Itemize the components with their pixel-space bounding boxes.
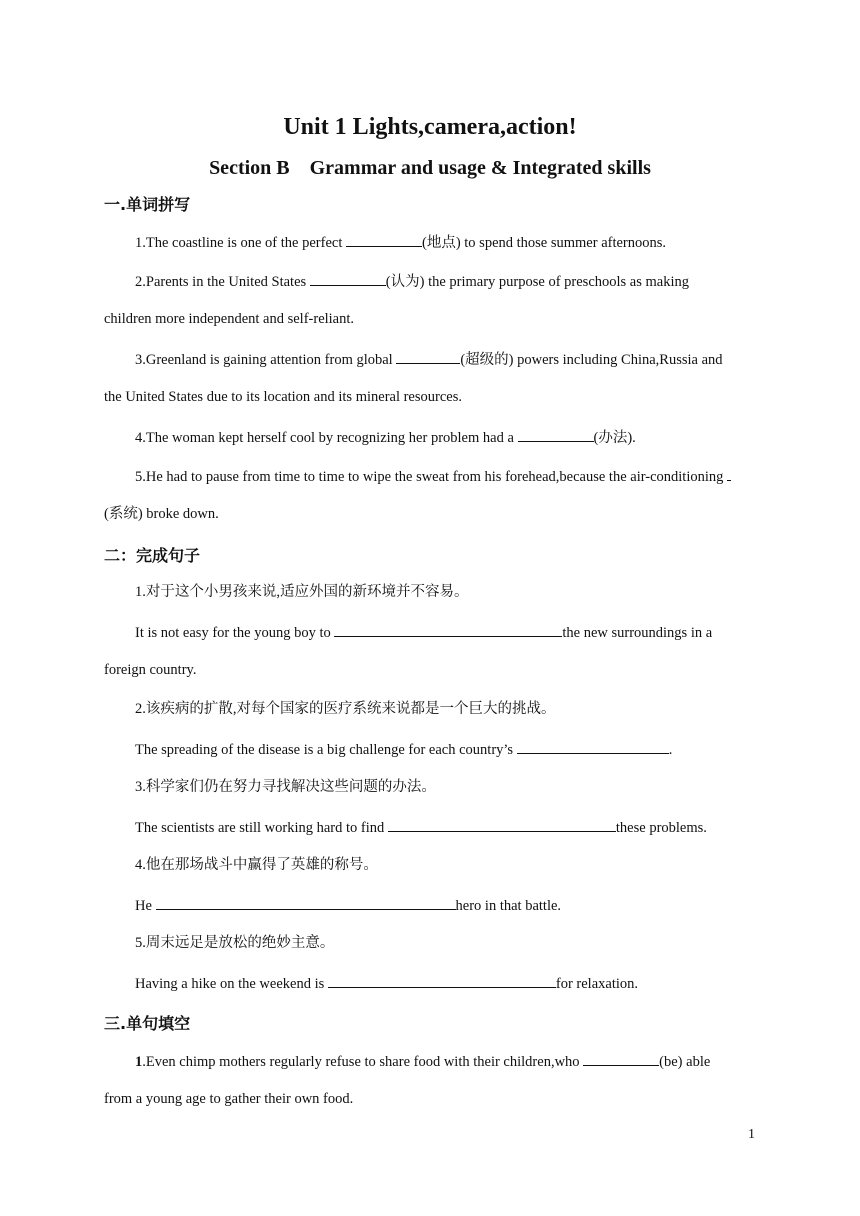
answer-blank[interactable] [334, 622, 562, 637]
question-3-1-continued: from a young age to gather their own food. [104, 1091, 354, 1107]
document-subtitle: Section B Grammar and usage & Integrated skills [209, 157, 651, 179]
document-title: Unit 1 Lights,camera,action! [283, 114, 577, 140]
answer-blank[interactable] [156, 895, 456, 910]
question-2-1: It is not easy for the young boy to the new surroundings in a [135, 622, 712, 642]
question-2-1-continued: foreign country. [104, 662, 197, 678]
question-1-4: 4.The woman kept herself cool by recognizing her problem had a (办法). [135, 427, 636, 447]
question-2-3: The scientists are still working hard to find these problems. [135, 817, 707, 837]
question-1-1: 1.The coastline is one of the perfect (地点) to spend those summer afternoons. [135, 232, 666, 252]
section-heading-complete-sentences: 二：完成句子 [104, 546, 201, 565]
answer-blank[interactable] [396, 349, 460, 364]
answer-blank[interactable] [388, 817, 616, 832]
answer-blank[interactable] [328, 973, 556, 988]
question-3-1: 1.Even chimp mothers regularly refuse to share food with their children,who (be) able [135, 1051, 710, 1071]
answer-blank[interactable] [727, 466, 731, 481]
question-2-5-chinese: 5.周末远足是放松的绝妙主意。 [135, 935, 335, 951]
question-2-4-chinese: 4.他在那场战斗中赢得了英雄的称号。 [135, 857, 378, 873]
question-1-5: 5.He had to pause from time to time to wipe the sweat from his forehead,because the air-conditioning [135, 466, 731, 486]
question-1-2-continued: children more independent and self-reliant. [104, 311, 355, 327]
question-2-4: He hero in that battle. [135, 895, 561, 915]
answer-blank[interactable] [583, 1051, 659, 1066]
answer-blank[interactable] [310, 271, 386, 286]
question-2-5: Having a hike on the weekend is for relaxation. [135, 973, 638, 993]
question-1-3: 3.Greenland is gaining attention from global (超级的) powers including China,Russia and [135, 349, 723, 369]
question-2-1-chinese: 1.对于这个小男孩来说,适应外国的新环境并不容易。 [135, 584, 469, 600]
answer-blank[interactable] [518, 427, 594, 442]
question-1-3-continued: the United States due to its location and its mineral resources. [104, 389, 462, 405]
question-1-2: 2.Parents in the United States (认为) the primary purpose of preschools as making [135, 271, 689, 291]
question-2-2: The spreading of the disease is a big challenge for each country’s . [135, 739, 672, 759]
page-number: 1 [748, 1127, 755, 1142]
section-heading-fill-in: 三.单句填空 [104, 1014, 191, 1033]
question-1-5-continued: (系统) broke down. [104, 506, 219, 522]
question-2-2-chinese: 2.该疾病的扩散,对每个国家的医疗系统来说都是一个巨大的挑战。 [135, 701, 556, 717]
answer-blank[interactable] [517, 739, 669, 754]
answer-blank[interactable] [346, 232, 422, 247]
section-heading-word-spelling: 一.单词拼写 [104, 195, 191, 214]
question-2-3-chinese: 3.科学家们仍在努力寻找解决这些问题的办法。 [135, 779, 436, 795]
